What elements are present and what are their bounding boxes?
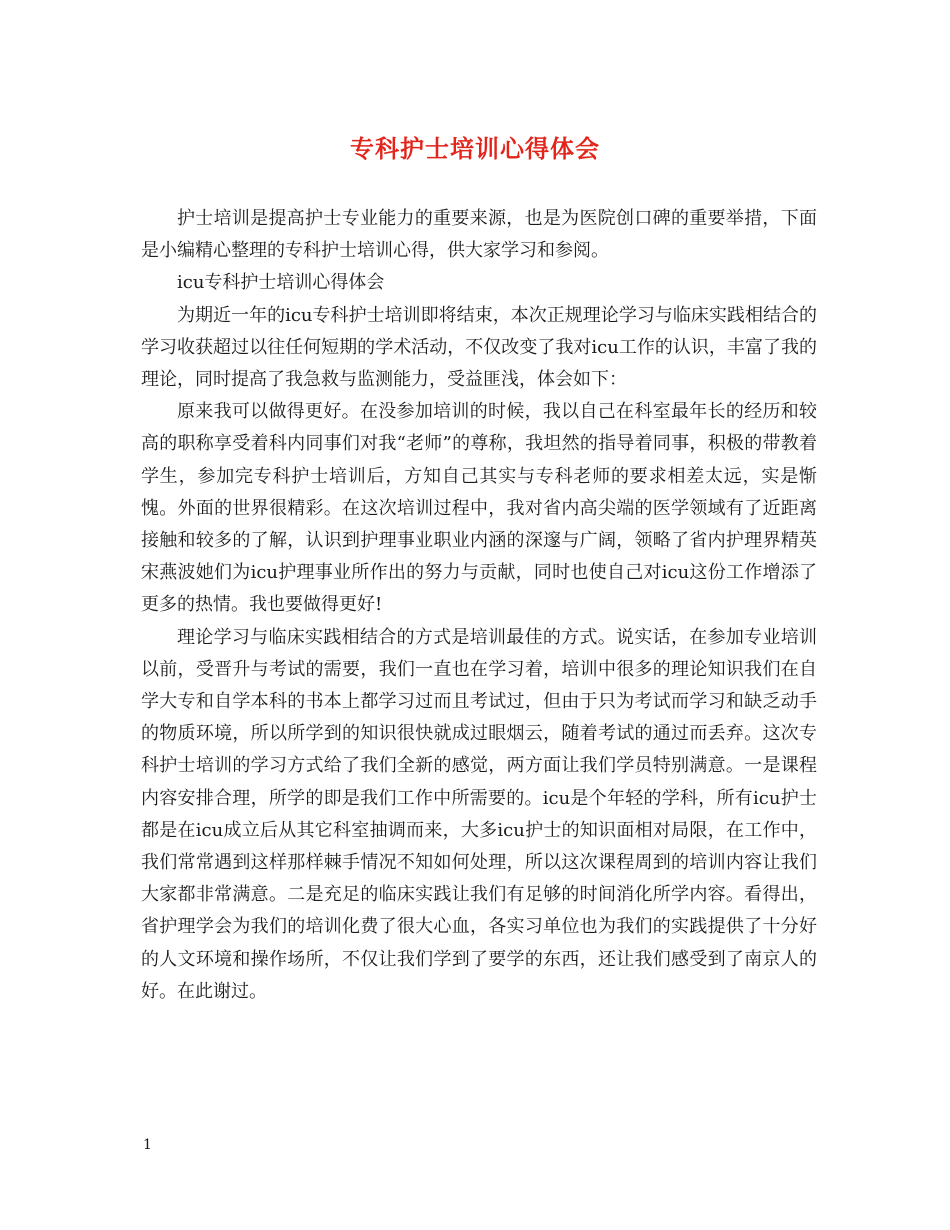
intro-paragraph: 护士培训是提高护士专业能力的重要来源，也是为医院创口碑的重要举措，下面是小编精心整理的专科护士培训心得，供大家学习和参阅。 bbox=[141, 208, 817, 262]
document-title: 专科护士培训心得体会 bbox=[350, 134, 600, 163]
body-paragraph-1: 为期近一年的icu专科护士培训即将结束，本次正规理论学习与临床实践相结合的学习收获超过以往任何短期的学术活动，不仅改变了我对icu工作的认识，丰富了我的理论，同时提高了我急救与监测能力，受益匪浅，体会如下： bbox=[141, 304, 817, 391]
body-paragraph-3: 理论学习与临床实践相结合的方式是培训最佳的方式。说实话，在参加专业培训以前，受晋升与考试的需要，我们一直也在学习着，培训中很多的理论知识我们在自学大专和自学本科的书本上都学习过而且考试过，但由于只为考试而学习和缺乏动手的物质环境，所以所学到的知识很快就成过眼烟云，随着考试的通过而丢弃。这次专科护士培训的学习方式给了我们全新的感觉，两方面让我们学员特别满意。一是课程内容安排合理，所学的即是我们工作中所需要的。icu是个年轻的学科，所有icu护士都是在icu成立后从其它科室抽调而来，大多icu护士的知识面相对局限，在工作中，我们常常遇到这样那样棘手情况不知如何处理，所以这次课程周到的培训内容让我们大家都非常满意。二是充足的临床实践让我们有足够的时间消化所学内容。看得出，省护理学会为我们的培训化费了很大心血，各实习单位也为我们的实践提供了十分好的人文环境和操作场所，不仅让我们学到了要学的东西，还让我们感受到了南京人的好。在此谢过。 bbox=[141, 626, 817, 1002]
document-body bbox=[141, 203, 817, 1008]
section-heading: icu专科护士培训心得体会 bbox=[177, 272, 385, 294]
page-number: 1 bbox=[143, 1137, 152, 1153]
body-paragraph-2: 原来我可以做得更好。在没参加培训的时候，我以自己在科室最年长的经历和较高的职称享受着科内同事们对我“老师”的尊称，我坦然的指导着同事，积极的带教着学生，参加完专科护士培训后，方知自己其实与专科老师的要求相差太远，实是惭愧。外面的世界很精彩。在这次培训过程中，我对省内高尖端的医学领域有了近距离接触和较多的了解，认识到护理事业职业内涵的深邃与广阔，领略了省内护理界精英宋燕波她们为icu护理事业所作出的努力与贡献，同时也使自己对icu这份工作增添了更多的热情。我也要做得更好! bbox=[141, 401, 817, 616]
